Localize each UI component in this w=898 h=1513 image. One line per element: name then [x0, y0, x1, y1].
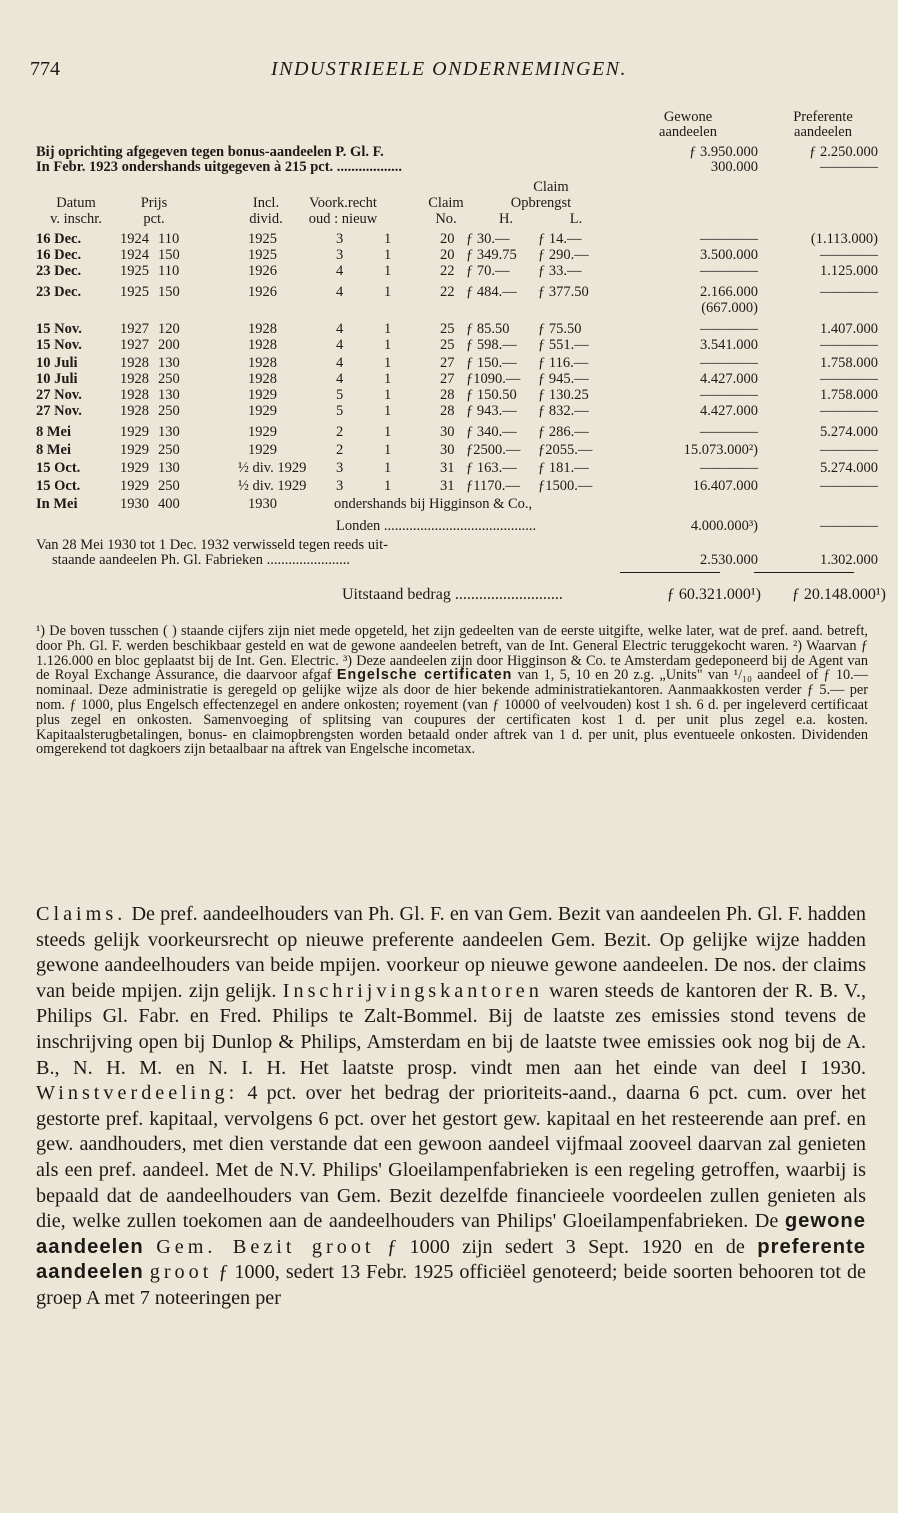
intro-pref: ———— — [820, 159, 878, 175]
row-opbrengst-h: ƒ 85.50 — [466, 321, 510, 337]
row-opbrengst-h: ƒ 484.— — [466, 284, 517, 300]
row-opbrengst-h: ƒ2500.— — [466, 442, 521, 458]
intro-gewone: 300.000 — [710, 159, 758, 175]
total-label: Uitstaand bedrag ........................... — [342, 586, 563, 603]
row-pref: 1.407.000 — [820, 321, 878, 337]
row-day: 27 Nov. — [36, 403, 82, 419]
row-pref: 1.758.000 — [820, 387, 878, 403]
winstverdeeling-heading: Winstverdeeling: — [36, 1082, 239, 1105]
row-oud: 4 — [336, 321, 344, 337]
row-claim-no: 25 — [440, 337, 455, 353]
row-claim-no: 28 — [440, 387, 455, 403]
row-prijs: 250 — [158, 371, 180, 387]
body-paragraph-1: De pref. aandeelhouders van Ph. Gl. F. en van Gem. Bezit van aandeelen Ph. Gl. F. hadden steeds gelijk voorkeursrecht op nieuwe preferente aandeelen Gem. Bezit. Op gelijke wijze hadden gewone aandeelhouders van beide mpijen. voorkeur op nieuwe gewone aandeelen. De nos. der claims van beide mpijen. zijn gelijk. — [36, 903, 867, 1002]
datum-sub-heading: v. inschr. — [50, 211, 102, 227]
row-opbrengst-l: ƒ1500.— — [538, 478, 593, 494]
row-year: 1928 — [120, 403, 149, 419]
claim-no-heading: No. — [435, 211, 457, 227]
footnote-bold: Engelsche certificaten — [336, 667, 513, 684]
row-day: 15 Nov. — [36, 337, 82, 353]
total-gewone: ƒ 60.321.000¹) — [666, 586, 761, 603]
opbrengst-heading: Opbrengst — [510, 195, 572, 211]
row-day: 8 Mei — [36, 424, 72, 440]
row-gewone: ———— — [700, 387, 758, 403]
preferente-heading: Preferente — [793, 109, 853, 125]
row-divid: 1928 — [248, 371, 277, 387]
row-day: In Mei — [36, 496, 78, 512]
row-prijs: 250 — [158, 478, 180, 494]
row-opbrengst-l: ƒ 945.— — [538, 371, 589, 387]
row-gewone: 16.407.000 — [692, 478, 758, 494]
row-opbrengst-l: ƒ 75.50 — [538, 321, 582, 337]
row-nieuw: 1 — [384, 403, 392, 419]
row-claim-no: 30 — [440, 424, 455, 440]
row-pref: ———— — [820, 403, 878, 419]
row-day: 10 Juli — [36, 371, 78, 387]
row-pref: (1.113.000) — [810, 231, 878, 247]
row-oud: 4 — [336, 371, 344, 387]
row-year: 1929 — [120, 478, 149, 494]
row-opbrengst-l: ƒ 14.— — [538, 231, 582, 247]
row-gewone: 2.166.000 — [700, 284, 758, 300]
row-gewone: ———— — [700, 231, 758, 247]
footnotes — [36, 624, 868, 757]
claim-top-heading: Claim — [533, 179, 569, 195]
row-year: 1925 — [120, 284, 149, 300]
row-prijs: 120 — [158, 321, 180, 337]
gem-bezit-groot: Gem. Bezit groot — [156, 1235, 375, 1258]
row-prijs: 110 — [158, 263, 180, 279]
body-paragraph-4: ƒ 1000 zijn sedert 3 Sept. 1920 en de — [386, 1235, 745, 1258]
row-divid: 1928 — [248, 355, 277, 371]
row-opbrengst-l: ƒ 290.— — [538, 247, 589, 263]
row-prijs: 250 — [158, 403, 180, 419]
total-pref: ƒ 20.148.000¹) — [791, 586, 886, 603]
row-nieuw: 1 — [384, 424, 392, 440]
row-pref: ———— — [820, 284, 878, 300]
row-divid: 1925 — [248, 231, 277, 247]
row-pref: 5.274.000 — [820, 424, 878, 440]
row-pref: ———— — [820, 371, 878, 387]
inschrijving-heading: Inschrijvingskantoren — [282, 979, 543, 1002]
row-opbrengst-h: ƒ 70.— — [466, 263, 510, 279]
row-opbrengst-h: ƒ1090.— — [466, 371, 521, 387]
row-year: 1928 — [120, 387, 149, 403]
row-oud: 4 — [336, 284, 344, 300]
row-claim-no: 25 — [440, 321, 455, 337]
row-claim-no: 31 — [440, 478, 455, 494]
row-nieuw: 1 — [384, 263, 392, 279]
row-day: 23 Dec. — [36, 284, 82, 300]
row-gewone: 4.427.000 — [700, 403, 758, 419]
row-prijs: 130 — [158, 460, 180, 476]
van28-line2: staande aandeelen Ph. Gl. Fabrieken ....................... — [52, 552, 350, 568]
row-claim-no: 27 — [440, 355, 455, 371]
row-nieuw: 1 — [384, 371, 392, 387]
londen-pref: ———— — [820, 518, 878, 534]
row-claim-no: 28 — [440, 403, 455, 419]
row-day: 27 Nov. — [36, 387, 82, 403]
row-opbrengst-l: ƒ 286.— — [538, 424, 589, 440]
claim-heading: Claim — [428, 195, 464, 211]
row-opbrengst-l: ƒ 116.— — [538, 355, 589, 371]
row-divid: 1929 — [248, 403, 277, 419]
row-gewone: 3.541.000 — [700, 337, 758, 353]
row-oud: 3 — [336, 247, 344, 263]
row-opbrengst-l: ƒ 130.25 — [538, 387, 589, 403]
row-gewone: 3.500.000 — [700, 247, 758, 263]
row-opbrengst-h: ƒ 349.75 — [466, 247, 517, 263]
row-prijs: 130 — [158, 387, 180, 403]
row-opbrengst-h: ƒ 598.— — [466, 337, 517, 353]
row-gewone: ———— — [700, 460, 758, 476]
body-paragraph-5: ƒ 1000, sedert 13 Febr. 1925 officiëel genoteerd; beide soorten behooren tot de groep A met 7 noteeringen per — [36, 1261, 867, 1309]
voorkrecht-sub-heading: oud : nieuw — [308, 211, 378, 227]
datum-heading: Datum — [56, 195, 96, 211]
intro-pref: ƒ 2.250.000 — [809, 144, 878, 160]
van28-pref: 1.302.000 — [820, 552, 878, 568]
row-opbrengst-h: ƒ1170.— — [466, 478, 520, 494]
row-divid: ½ div. 1929 — [238, 460, 307, 476]
prijs-sub-heading: pct. — [143, 211, 165, 227]
row-divid: ½ div. 1929 — [238, 478, 307, 494]
row-opbrengst-l: ƒ 551.— — [538, 337, 589, 353]
row-day: 23 Dec. — [36, 263, 82, 279]
row-year: 1928 — [120, 371, 149, 387]
gewone-aandeelen-bold: gewone aandeelen — [36, 1210, 866, 1258]
row-divid: 1928 — [248, 321, 277, 337]
body-text — [36, 902, 866, 1312]
gewone-heading: Gewone — [663, 109, 713, 125]
row-divid: 1930 — [248, 496, 277, 512]
intro-gewone: ƒ 3.950.000 — [689, 144, 758, 160]
row-divid: 1929 — [248, 424, 277, 440]
row-oud: 3 — [336, 460, 344, 476]
body-paragraph-2: waren steeds de kantoren der R. B. V., Philips Gl. Fabr. en Fred. Philips te Zalt-Bommel. Bij de laatste zes emissies stond tevens de inschrijving open bij Dunlop & Philips, Amsterdam en bij de laatste twee emissies ook nog bij de A. B., N. H. M. en N. I. H. Het laatste prosp. vindt men aan het einde van deel I 1930. — [36, 979, 866, 1079]
row-opbrengst-h: ƒ 163.— — [466, 460, 517, 476]
opbrengst-h-heading: H. — [498, 211, 514, 227]
row-nieuw: 1 — [384, 478, 392, 494]
row-divid: 1926 — [248, 263, 277, 279]
row-claim-no: 27 — [440, 371, 455, 387]
running-title: INDUSTRIEELE ONDERNEMINGEN. — [270, 58, 628, 80]
row-prijs: 250 — [158, 442, 180, 458]
row-opbrengst-l: ƒ2055.— — [538, 442, 593, 458]
row-prijs: 110 — [158, 231, 180, 247]
page-header — [30, 58, 868, 88]
van28-gewone: 2.530.000 — [700, 552, 758, 568]
row-nieuw: 1 — [384, 460, 392, 476]
londen-gewone: 4.000.000³) — [690, 518, 758, 534]
gewone-heading-2: aandeelen — [659, 124, 717, 140]
row-oud: 5 — [336, 403, 344, 419]
intro-label: In Febr. 1923 ondershands uitgegeven à 215 pct. .................. — [36, 159, 403, 175]
row-nieuw: 1 — [384, 247, 392, 263]
row-year: 1927 — [120, 321, 149, 337]
row-claim-no: 30 — [440, 442, 455, 458]
row-divid: 1925 — [248, 247, 277, 263]
row-nieuw: 1 — [384, 321, 392, 337]
row-year: 1929 — [120, 442, 149, 458]
row-gewone: ———— — [700, 321, 758, 337]
row-gewone: ———— — [700, 263, 758, 279]
row-day: 16 Dec. — [36, 247, 82, 263]
row-day: 15 Oct. — [36, 478, 81, 494]
row-oud: 2 — [336, 424, 344, 440]
row-gewone: ———— — [700, 355, 758, 371]
claims-heading: Claims. — [36, 903, 127, 925]
row-pref: 5.274.000 — [820, 460, 878, 476]
row-divid: 1929 — [248, 387, 277, 403]
body-paragraph-3: 4 pct. over het bedrag der prioriteits-aand., daarna 6 pct. cum. over het gestorte pref. kapitaal, vervolgens 6 pct. over het gestort gew. kapitaal en het resteerende aan pref. en gew. aandhouders, met dien verstande dat een gewoon aandeel vijfmaal zooveel daarvan zal genieten als een pref. aandeel. Met de N.V. Philips' Gloeilampenfabrieken is een regeling getroffen, waarbij is bepaald dat de aandeelhouders van Gem. Bezit dezelfde financieele voordeelen zullen genieten als die, welke zullen toekomen aan de aandeelhouders van Philips' Gloeilampenfabrieken. De — [36, 1082, 866, 1233]
opbrengst-l-heading: L. — [569, 211, 583, 227]
row-year: 1929 — [120, 424, 149, 440]
row-prijs: 150 — [158, 284, 180, 300]
row-day: 16 Dec. — [36, 231, 82, 247]
row-prijs: 130 — [158, 424, 180, 440]
van28-line1: Van 28 Mei 1930 tot 1 Dec. 1932 verwisseld tegen reeds uit- — [36, 537, 388, 553]
row-prijs: 130 — [158, 355, 180, 371]
row-opbrengst-l: ƒ 181.— — [538, 460, 589, 476]
row-prijs: 200 — [158, 337, 180, 353]
row-pref: ———— — [820, 337, 878, 353]
row-year: 1930 — [120, 496, 149, 512]
voorkrecht-heading: Voork.recht — [309, 195, 377, 211]
londen-label: Londen .......................................... — [336, 518, 537, 534]
row-gewone: 15.073.000²) — [683, 442, 758, 458]
row-day: 15 Nov. — [36, 321, 82, 337]
row-note: ondershands bij Higginson & Co., — [334, 496, 533, 512]
row-oud: 3 — [336, 478, 344, 494]
footnote-text: ¹) De boven tusschen ( ) staande cijfers zijn niet mede opgeteld, het zijn gedeelten van de eerste uitgifte, welke later, wat de pref. aand. betreft, door Ph. Gl. F. werden beschikbaar gesteld en wat de gewone aandeelen betreft, van de Int. General Electric teruggekocht waren. ²) Waarvan ƒ 1.126.000 en bloc geplaatst bij de Int. Gen. Electric. ³) Deze aandeelen zijn door Higginson & Co. te Amsterdam gedeponeerd bij de Agent van de Royal Exchange Assurance, die daarvoor afgaf — [36, 623, 868, 684]
row-opbrengst-l: ƒ 377.50 — [538, 284, 589, 300]
row-nieuw: 1 — [384, 231, 392, 247]
incl-sub-heading: divid. — [249, 211, 283, 227]
row-year: 1925 — [120, 263, 149, 279]
row-oud: 4 — [336, 355, 344, 371]
row-opbrengst-h: ƒ 943.— — [466, 403, 517, 419]
row-oud: 4 — [336, 263, 344, 279]
row-pref: 1.125.000 — [820, 263, 878, 279]
sum-rule-gewone — [620, 572, 720, 573]
row-opbrengst-l: ƒ 33.— — [538, 263, 582, 279]
row-opbrengst-h: ƒ 340.— — [466, 424, 517, 440]
row-gewone: ———— — [700, 424, 758, 440]
row-opbrengst-h: ƒ 150.— — [466, 355, 517, 371]
row-claim-no: 31 — [440, 460, 455, 476]
row-claim-no: 20 — [440, 247, 455, 263]
row-nieuw: 1 — [384, 337, 392, 353]
intro-label: Bij oprichting afgegeven tegen bonus-aandeelen P. Gl. F. — [36, 144, 384, 160]
incl-heading: Incl. — [252, 195, 280, 211]
prijs-heading: Prijs — [140, 195, 168, 211]
row-oud: 2 — [336, 442, 344, 458]
row-divid: 1929 — [248, 442, 277, 458]
row-prijs: 400 — [158, 496, 180, 512]
row-day: 8 Mei — [36, 442, 72, 458]
row-pref: ———— — [820, 478, 878, 494]
row-gewone: 4.427.000 — [700, 371, 758, 387]
row-claim-no: 22 — [440, 284, 455, 300]
row-day: 10 Juli — [36, 355, 78, 371]
row-pref: ———— — [820, 442, 878, 458]
row-opbrengst-l: ƒ 832.— — [538, 403, 589, 419]
row-oud: 5 — [336, 387, 344, 403]
footnote-text-2: van 1, 5, 10 en 20 z.g. „Units" van ¹/₁₀ aandeel of ƒ 10.— nominaal. Deze administratie is geregeld op gelijke wijze als door de hier bekende administratiekantoren. Aanmaakkosten verder ƒ 5.— per nom. ƒ 1000, plus Engelsch effectenzegel en andere onkosten; royement (van ƒ 10000 of veelvouden) kost 1 sh. 6 d. per ingeleverd certificaat plus zegel en onkosten. Samenvoeging of splitsing van coupures der certificaten kost 1 d. per unit plus zegel e.a. kosten. Kapitaalsterugbetalingen, bonus- en claimopbrengsten worden betaald onder aftrek van 1 d. per unit, plus eventueele onkosten. Dividenden omgerekend tot dagkoers zijn betaalbaar na aftrek van Engelsche incometax. — [36, 667, 868, 758]
row-year: 1927 — [120, 337, 149, 353]
row-oud: 4 — [336, 337, 344, 353]
row-prijs: 150 — [158, 247, 180, 263]
row-divid: 1928 — [248, 337, 277, 353]
preferente-aandeelen-bold: preferente aandeelen — [36, 1235, 867, 1284]
row-day: 15 Oct. — [36, 460, 81, 476]
row-oud: 3 — [336, 231, 344, 247]
page-number: 774 — [30, 58, 60, 80]
row-year: 1924 — [120, 247, 149, 263]
row-nieuw: 1 — [384, 355, 392, 371]
row-pref: 1.758.000 — [820, 355, 878, 371]
row-opbrengst-h: ƒ 150.50 — [466, 387, 517, 403]
row-claim-no: 22 — [440, 263, 455, 279]
row-claim-no: 20 — [440, 231, 455, 247]
row-nieuw: 1 — [384, 284, 392, 300]
row-nieuw: 1 — [384, 387, 392, 403]
groot-spaced: groot — [149, 1261, 213, 1284]
row-gewone-b: (667.000) — [701, 300, 758, 316]
row-opbrengst-h: ƒ 30.— — [466, 231, 510, 247]
preferente-heading-2: aandeelen — [794, 124, 852, 140]
sum-rule-pref — [754, 572, 854, 573]
row-pref: ———— — [820, 247, 878, 263]
row-nieuw: 1 — [384, 442, 392, 458]
row-year: 1928 — [120, 355, 149, 371]
row-year: 1924 — [120, 231, 149, 247]
row-year: 1929 — [120, 460, 149, 476]
row-divid: 1926 — [248, 284, 277, 300]
